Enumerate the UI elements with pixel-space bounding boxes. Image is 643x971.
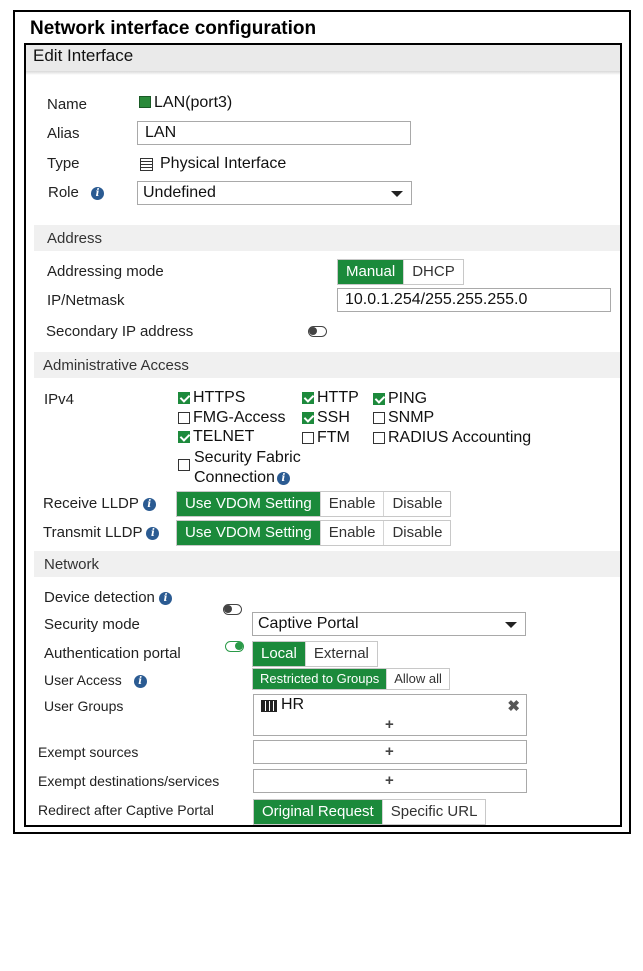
snmp-checkbox[interactable] <box>373 409 434 427</box>
receive-lldp-vdom-button[interactable]: Use VDOM Setting <box>177 492 320 516</box>
info-icon[interactable]: i <box>146 527 159 540</box>
dhcp-button[interactable]: DHCP <box>403 260 463 284</box>
info-icon[interactable]: i <box>91 187 104 200</box>
transmit-lldp-enable-button[interactable]: Enable <box>320 521 384 545</box>
chevron-down-icon <box>505 622 517 628</box>
telnet-label: TELNET <box>193 428 255 445</box>
port-icon <box>139 96 151 108</box>
auth-portal-external-button[interactable]: External <box>305 642 377 666</box>
http-label: HTTP <box>317 389 359 406</box>
user-access-label: User Access i <box>44 672 147 688</box>
security-fabric-line2: Connection i <box>194 468 301 488</box>
titlebar-shadow <box>26 71 620 75</box>
transmit-lldp-label: Transmit LLDP i <box>43 524 159 541</box>
add-user-group-button[interactable]: + <box>385 716 394 733</box>
network-section-header <box>34 551 620 577</box>
role-value: Undefined <box>143 184 216 201</box>
checkbox-icon <box>302 432 314 444</box>
https-label: HTTPS <box>193 389 246 406</box>
user-group-icon <box>261 700 277 712</box>
receive-lldp-toggle <box>176 491 451 517</box>
fmg-access-label: FMG-Access <box>193 409 286 426</box>
radius-accounting-label: RADIUS Accounting <box>388 429 532 446</box>
dialog-title: Edit Interface <box>33 46 134 65</box>
allow-all-button[interactable]: Allow all <box>386 669 449 689</box>
transmit-lldp-vdom-button[interactable]: Use VDOM Setting <box>177 521 320 545</box>
device-detection-label: Device detection i <box>44 589 172 606</box>
http-checkbox[interactable] <box>302 389 359 407</box>
receive-lldp-label: Receive LLDP i <box>43 495 156 512</box>
security-fabric-checkbox[interactable] <box>178 459 190 471</box>
addressing-mode-toggle <box>337 259 464 285</box>
user-groups-field[interactable] <box>253 694 527 736</box>
ip-netmask-label: IP/Netmask <box>47 292 125 309</box>
redirect-label: Redirect after Captive Portal <box>38 802 214 818</box>
ftm-checkbox[interactable] <box>302 429 350 447</box>
chevron-down-icon <box>391 191 403 197</box>
snmp-label: SNMP <box>388 409 435 426</box>
address-section-header <box>34 225 620 251</box>
original-request-button[interactable]: Original Request <box>254 800 382 824</box>
ftm-label: FTM <box>317 429 350 446</box>
redirect-toggle <box>253 799 486 825</box>
secondary-ip-label: Secondary IP address <box>46 323 194 340</box>
security-fabric-line1: Security Fabric <box>194 449 301 466</box>
transmit-lldp-disable-button[interactable]: Disable <box>383 521 450 545</box>
security-mode-select[interactable] <box>252 612 526 636</box>
admin-access-section-label: Administrative Access <box>43 357 189 374</box>
type-label: Type <box>47 155 80 172</box>
exempt-destinations-label: Exempt destinations/services <box>38 773 220 789</box>
ping-label: PING <box>388 390 428 407</box>
security-mode-toggle[interactable] <box>225 641 244 652</box>
radius-accounting-checkbox[interactable] <box>373 429 531 447</box>
exempt-destinations-field[interactable] <box>253 769 527 793</box>
network-section-label: Network <box>44 556 100 573</box>
receive-lldp-disable-button[interactable]: Disable <box>383 492 450 516</box>
manual-button[interactable]: Manual <box>338 260 403 284</box>
user-access-toggle <box>252 668 450 690</box>
receive-lldp-enable-button[interactable]: Enable <box>320 492 384 516</box>
ipv4-label: IPv4 <box>44 391 75 408</box>
ssh-checkbox[interactable] <box>302 409 350 427</box>
figure-heading: Network interface configuration <box>30 18 317 39</box>
alias-input[interactable] <box>137 121 411 145</box>
checkbox-checked-icon <box>178 392 190 404</box>
specific-url-button[interactable]: Specific URL <box>382 800 486 824</box>
info-icon[interactable]: i <box>134 675 147 688</box>
ping-checkbox[interactable] <box>373 390 427 408</box>
add-exempt-destination-button[interactable]: + <box>385 772 394 789</box>
checkbox-icon <box>178 412 190 424</box>
secondary-ip-toggle[interactable] <box>308 326 327 337</box>
user-groups-label: User Groups <box>44 698 124 714</box>
info-icon[interactable]: i <box>277 472 290 485</box>
physical-interface-icon <box>140 158 153 171</box>
checkbox-icon <box>373 412 385 424</box>
auth-portal-toggle <box>252 641 378 667</box>
telnet-checkbox[interactable] <box>178 428 254 446</box>
device-detection-toggle[interactable] <box>223 604 242 615</box>
restricted-to-groups-button[interactable]: Restricted to Groups <box>253 669 386 689</box>
role-label: Role i <box>48 184 104 201</box>
name-label: Name <box>47 96 88 113</box>
addressing-mode-label: Addressing mode <box>47 263 164 280</box>
exempt-sources-label: Exempt sources <box>38 744 139 760</box>
security-mode-value: Captive Portal <box>258 615 359 632</box>
fmg-access-checkbox[interactable] <box>178 409 285 427</box>
checkbox-checked-icon <box>302 412 314 424</box>
ssh-label: SSH <box>317 409 350 426</box>
ip-netmask-input[interactable] <box>337 288 611 312</box>
add-exempt-source-button[interactable]: + <box>385 743 394 760</box>
auth-portal-local-button[interactable]: Local <box>253 642 305 666</box>
checkbox-checked-icon <box>373 393 385 405</box>
checkbox-checked-icon <box>178 431 190 443</box>
auth-portal-label: Authentication portal <box>44 645 181 662</box>
info-icon[interactable]: i <box>159 592 172 605</box>
close-icon[interactable]: ✖ <box>507 698 520 715</box>
checkbox-checked-icon <box>302 392 314 404</box>
alias-label: Alias <box>47 125 80 142</box>
checkbox-icon <box>373 432 385 444</box>
user-group-hr: HR <box>281 696 305 713</box>
address-section-label: Address <box>47 230 103 247</box>
info-icon[interactable]: i <box>143 498 156 511</box>
https-checkbox[interactable] <box>178 389 245 407</box>
security-mode-label: Security mode <box>44 616 140 633</box>
type-value: Physical Interface <box>160 155 287 172</box>
name-value: LAN(port3) <box>154 94 233 111</box>
role-select[interactable] <box>137 181 412 205</box>
transmit-lldp-toggle <box>176 520 451 546</box>
security-fabric-label <box>194 448 301 488</box>
exempt-sources-field[interactable] <box>253 740 527 764</box>
